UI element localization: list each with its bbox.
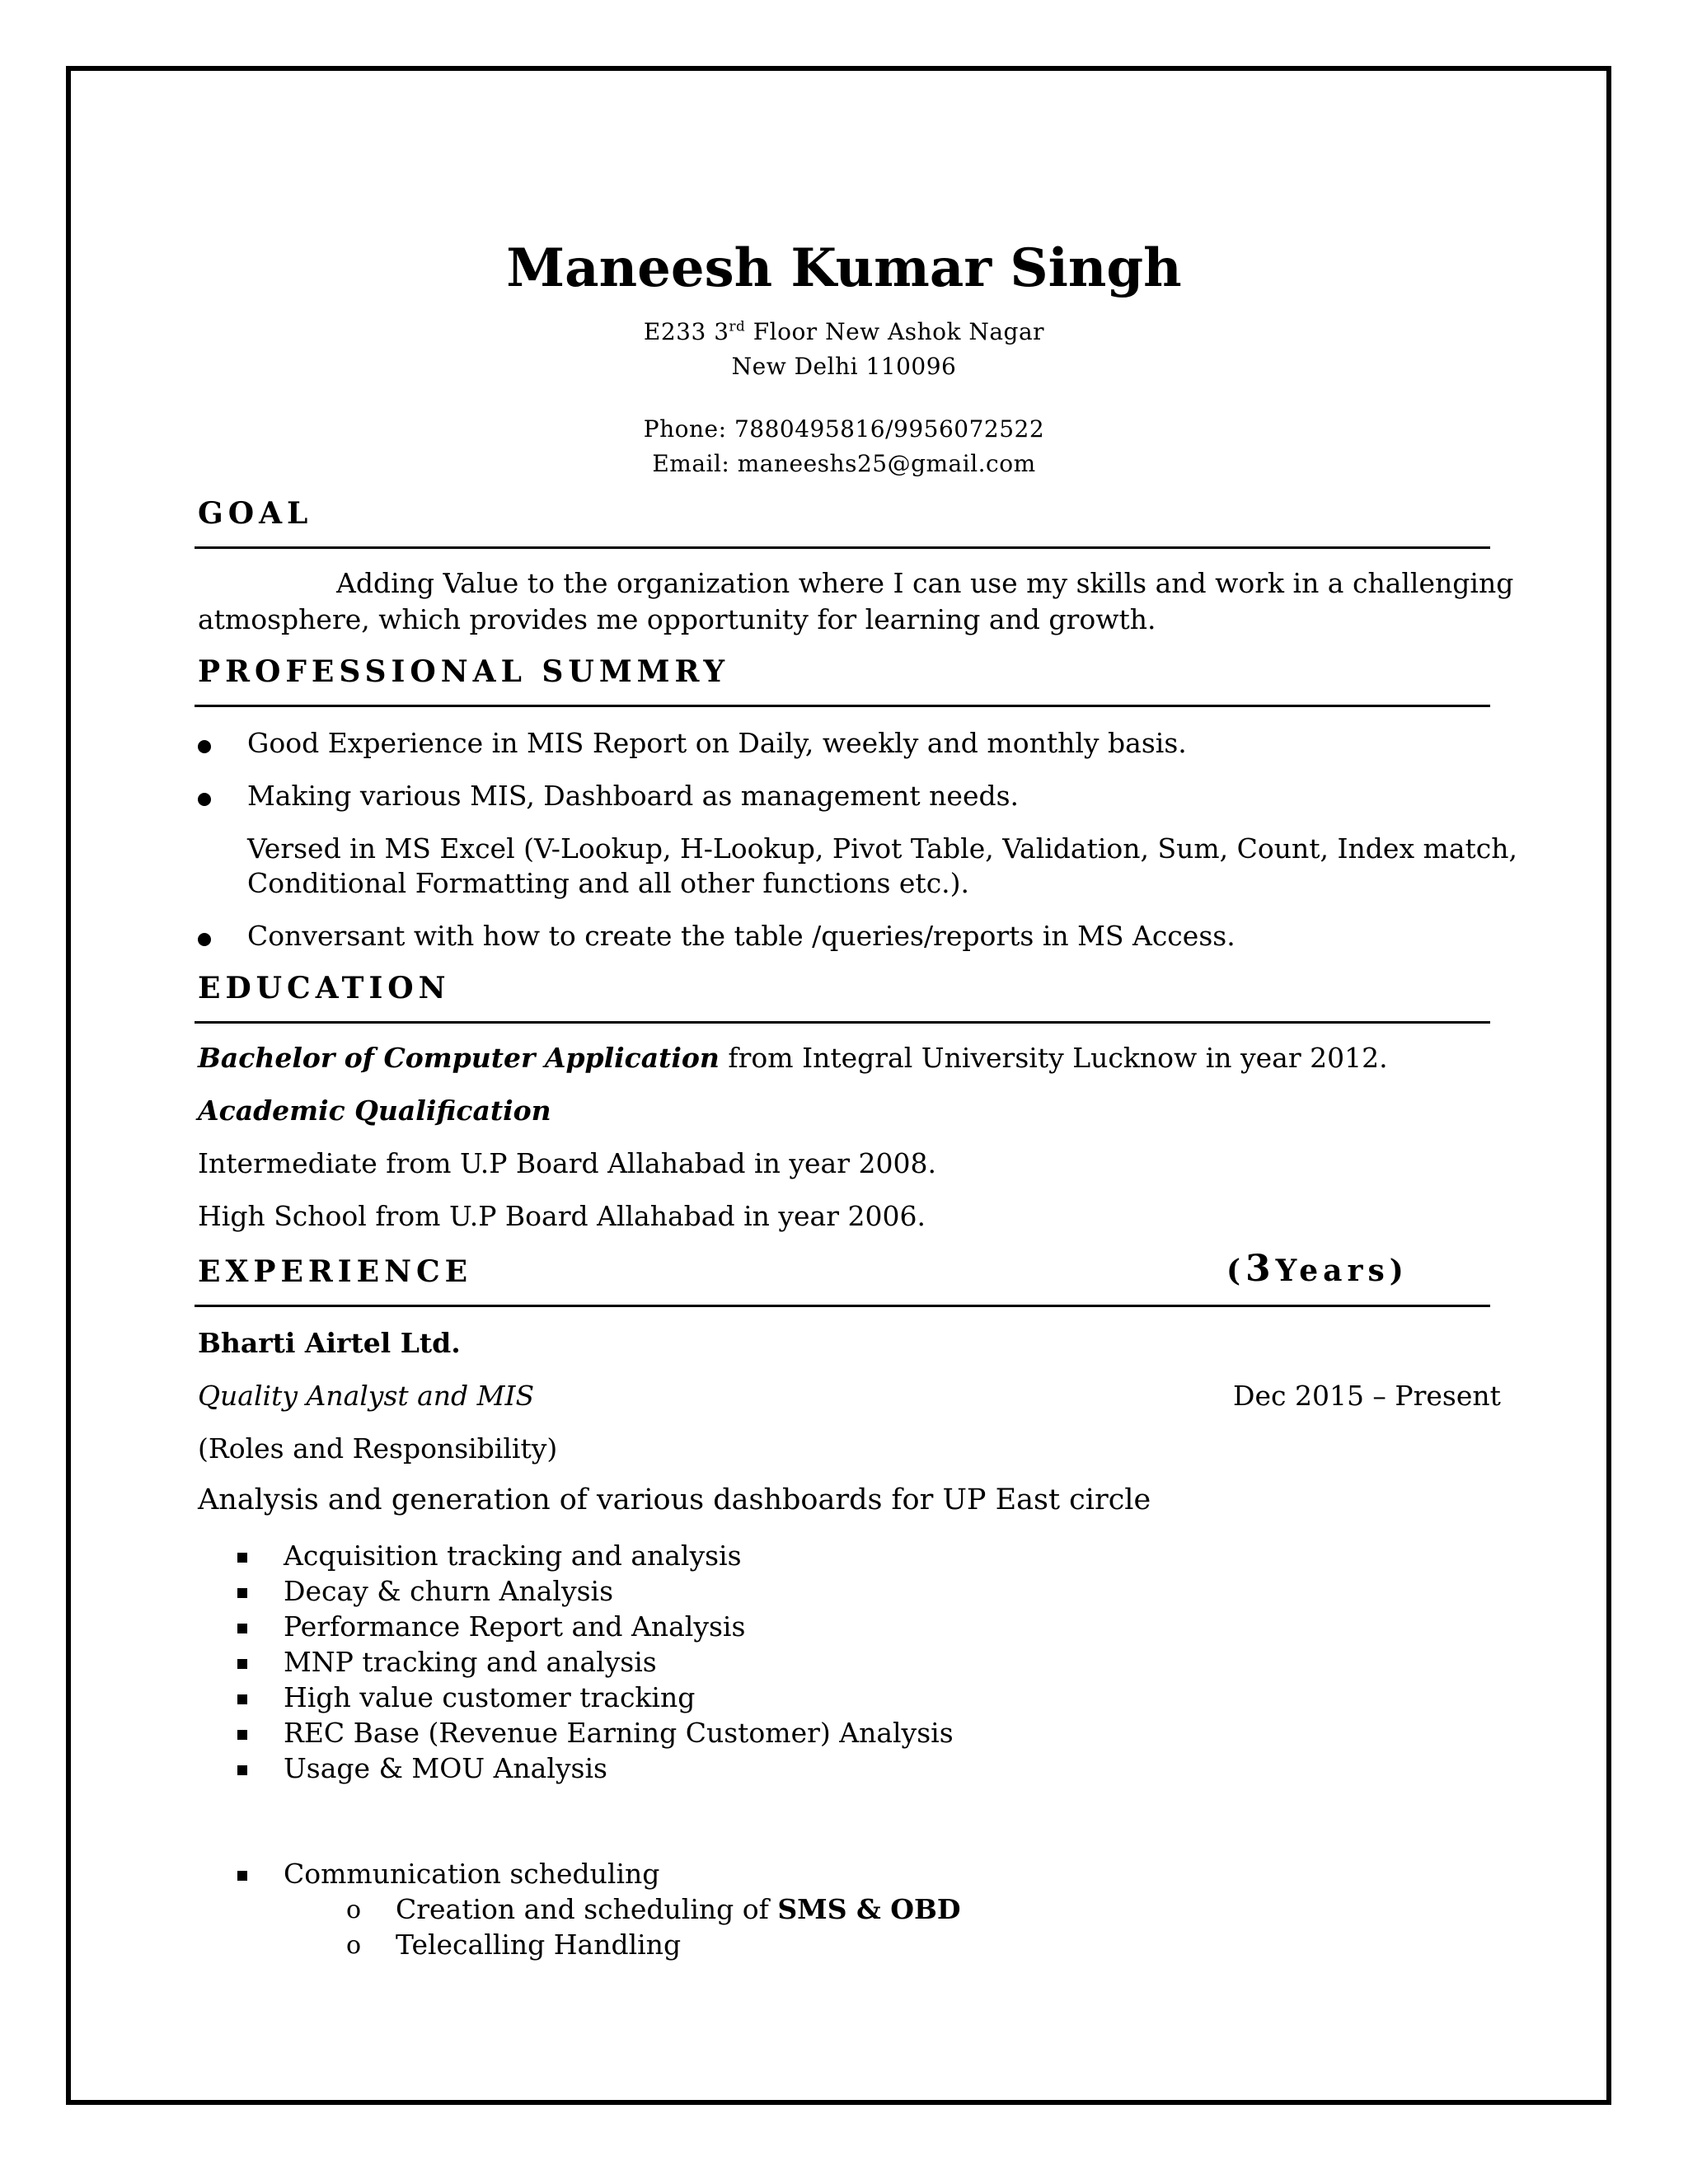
duty-item: Performance Report and Analysis [284,1610,746,1643]
degree-details: from Integral University Lucknow in year 2012. [719,1042,1388,1074]
address-line-1 [0,318,1688,345]
intermediate-line: Intermediate from U.P Board Allahabad in year 2008. [198,1147,936,1179]
address-ordinal: rd [729,317,746,335]
communication-sub-item-1 [396,1893,961,1925]
address-street: E233 3 [643,318,729,345]
summary-divider [195,705,1490,707]
address-floor: Floor New Ashok Nagar [745,318,1045,345]
summary-item-3-line-2: Conditional Formatting and all other functions etc.). [247,867,970,899]
years-paren: ( [1226,1254,1246,1288]
communication-heading: Communication scheduling [284,1858,660,1890]
duty-item: Acquisition tracking and analysis [284,1540,742,1572]
bullet-icon [198,793,211,806]
experience-heading: EXPERIENCE [198,1254,473,1289]
square-bullet-icon [237,1694,247,1704]
degree-line [198,1042,1388,1074]
summary-item-3-line-1: Versed in MS Excel (V-Lookup, H-Lookup, Pivot Table, Validation, Sum, Count, Index match, [247,832,1518,865]
hollow-bullet-icon: o [346,1931,362,1960]
square-bullet-icon [237,1624,247,1633]
square-bullet-icon [237,1871,247,1881]
job-role: Quality Analyst and MIS [198,1380,535,1412]
duty-item: Decay & churn Analysis [284,1575,614,1607]
experience-intro: Analysis and generation of various dashboards for UP East circle [198,1483,1151,1516]
goal-divider [195,546,1490,549]
education-divider [195,1021,1490,1024]
communication-sub-item-2: Telecalling Handling [396,1929,682,1961]
bullet-icon [198,740,211,753]
goal-text-line-2: atmosphere, which provides me opportunity for learning and growth. [198,603,1156,635]
email-line: Email: maneeshs25@gmail.com [652,450,1036,477]
address-line-2: New Delhi 110096 [731,353,957,380]
summary-heading: PROFESSIONAL SUMMRY [198,654,730,689]
square-bullet-icon [237,1730,247,1740]
summary-item-1: Good Experience in MIS Report on Daily, weekly and monthly basis. [247,727,1187,759]
degree-name: Bachelor of Computer Application [198,1042,720,1074]
sub-item-bold: SMS & OBD [777,1893,961,1925]
duty-item: Usage & MOU Analysis [284,1752,607,1784]
goal-heading: GOAL [198,496,313,531]
job-dates: Dec 2015 – Present [1233,1380,1501,1412]
high-school-line: High School from U.P Board Allahabad in year 2006. [198,1200,926,1232]
sub-item-text: Creation and scheduling of [396,1893,778,1925]
duty-item: MNP tracking and analysis [284,1646,657,1678]
square-bullet-icon [237,1659,247,1669]
years-number: 3 [1245,1248,1276,1290]
square-bullet-icon [237,1588,247,1598]
candidate-name: Maneesh Kumar Singh [506,237,1182,299]
hollow-bullet-icon: o [346,1896,362,1924]
years-label: Years) [1275,1254,1409,1288]
summary-item-2: Making various MIS, Dashboard as management needs. [247,780,1020,812]
roles-label: (Roles and Responsibility) [198,1432,558,1465]
phone-line: Phone: 7880495816/9956072522 [643,415,1045,443]
goal-text-line-1: Adding Value to the organization where I can use my skills and work in a challenging [336,567,1514,599]
duty-item: High value customer tracking [284,1681,696,1713]
experience-divider [195,1305,1490,1307]
company-name: Bharti Airtel Ltd. [198,1327,461,1359]
academic-heading: Academic Qualification [198,1094,551,1127]
square-bullet-icon [237,1765,247,1775]
education-heading: EDUCATION [198,971,451,1005]
square-bullet-icon [237,1553,247,1563]
experience-years [1226,1248,1409,1290]
summary-item-4: Conversant with how to create the table /queries/reports in MS Access. [247,920,1236,952]
duty-item: REC Base (Revenue Earning Customer) Analysis [284,1717,954,1749]
bullet-icon [198,933,211,946]
